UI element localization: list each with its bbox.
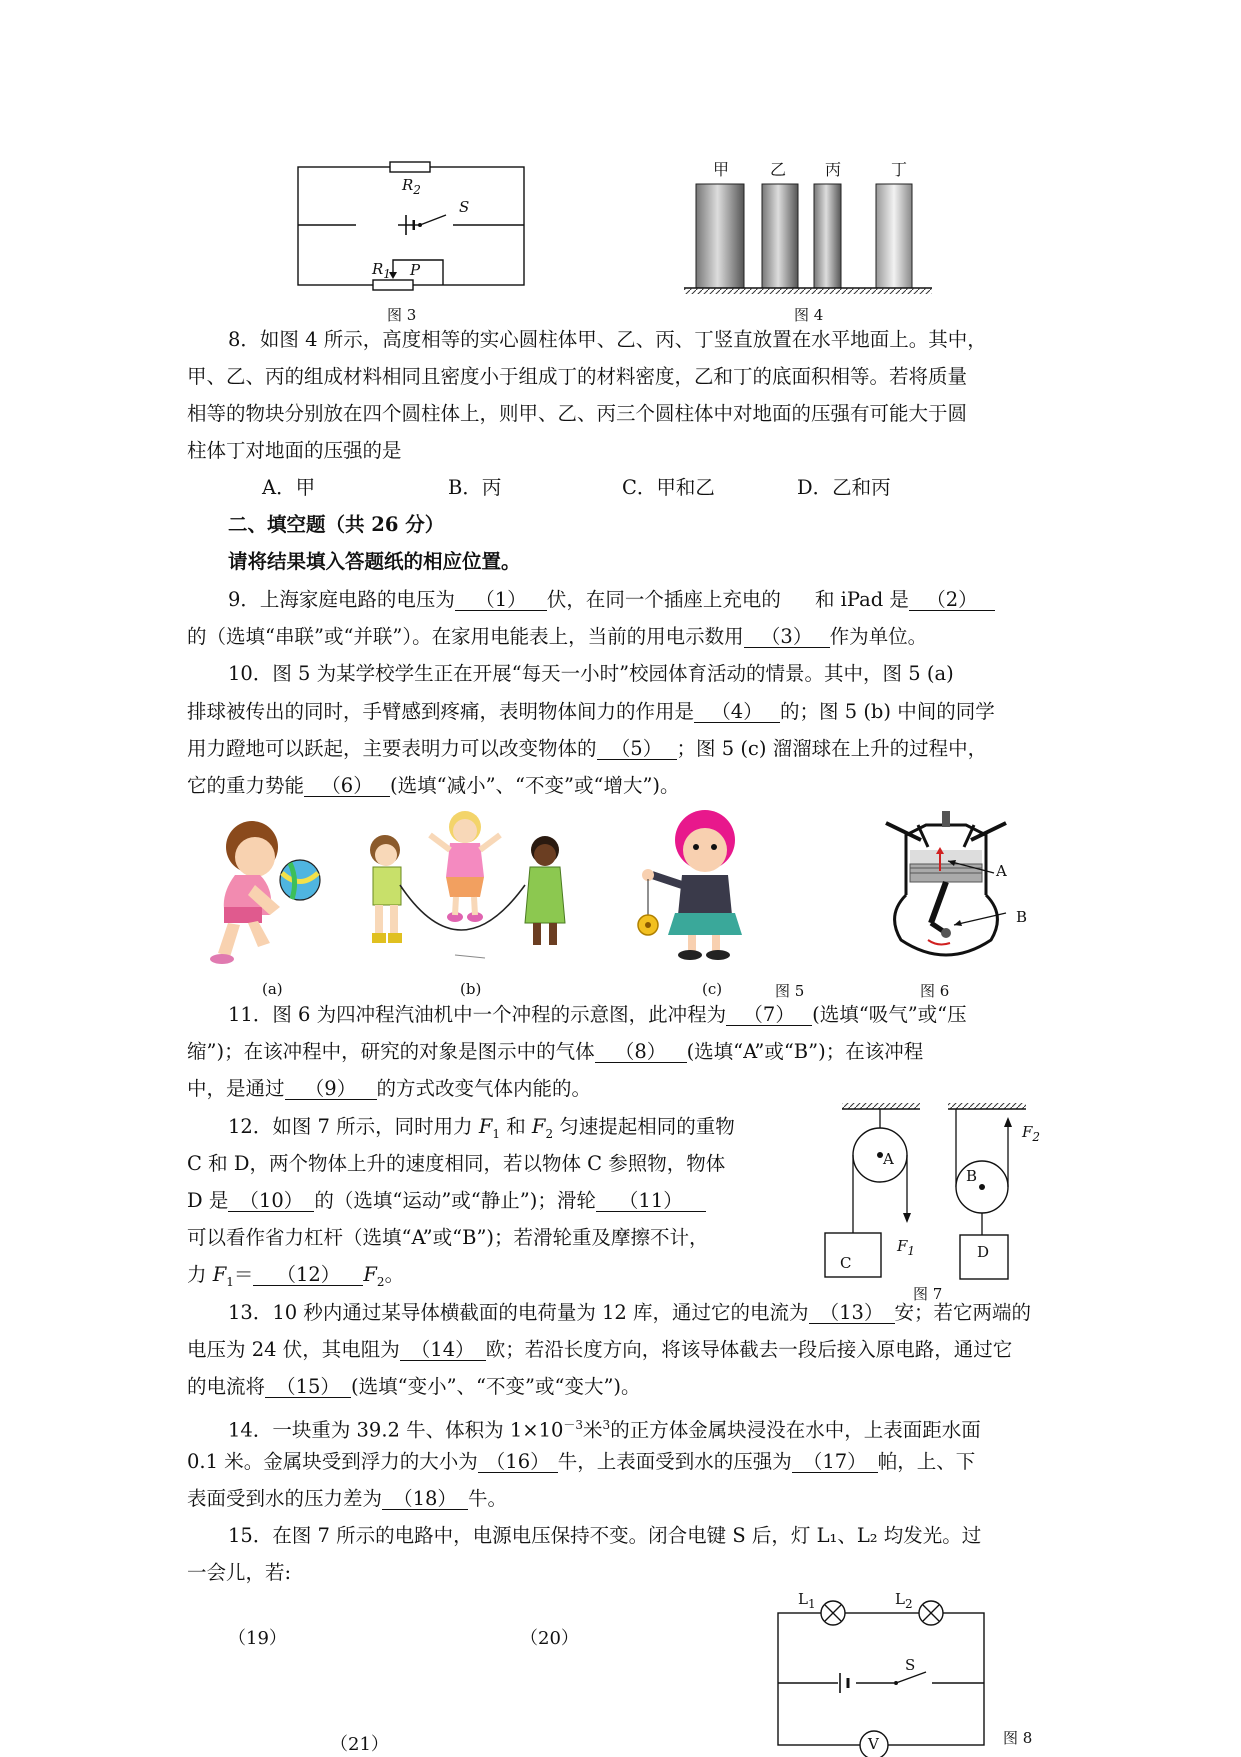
lamp-label-l2: $L_2$ — [895, 1590, 913, 1611]
q15-line-1: 15．在图 7 所示的电路中，电源电压保持不变。闭合电键 S 后，灯 L₁、L₂ 均发光。过 — [228, 1524, 982, 1547]
q9-line-2: 的（选填“串联”或“并联”）。在家用电能表上，当前的用电示数用 （3） 作为单位。 — [187, 625, 928, 648]
q9-line-1: 9．上海家庭电路的电压为 （1） 伏，在同一个插座上充电的 和 iPad 是 （2） — [228, 588, 995, 612]
r1-label: $R_1$ — [372, 260, 391, 281]
figure-5-caption: 图 5 — [775, 982, 805, 1000]
q13-line-1: 13．10 秒内通过某导体横截面的电荷量为 12 库，通过它的电流为 （13） 安；若它两端的 — [228, 1301, 1032, 1324]
q8-option-b: B．丙 — [448, 476, 502, 499]
engine-label-a: A — [996, 862, 1007, 880]
q10-line-4: 它的重力势能 （6） (选填“减小”、“不变”或“增大”)。 — [187, 774, 680, 797]
cylinder-label-yi: 乙 — [770, 160, 787, 179]
q11-line-1: 11．图 6 为四冲程汽油机中一个冲程的示意图，此冲程为 （7） (选填“吸气”或“压 — [228, 1003, 967, 1026]
blank-17[interactable]: （17） — [792, 1452, 878, 1473]
pulley-label-a: A — [883, 1150, 894, 1168]
blank-1[interactable]: （1） — [455, 590, 547, 611]
blank-4[interactable]: （4） — [694, 702, 780, 723]
q15-line-2: 一会儿，若: — [187, 1561, 292, 1584]
figure-6-engine — [866, 805, 1026, 965]
blank-2[interactable]: （2） — [909, 590, 995, 611]
blank-3[interactable]: （3） — [744, 627, 830, 648]
blank-16[interactable]: （16） — [478, 1452, 558, 1473]
s-label: S — [459, 198, 470, 216]
q13-line-2: 电压为 24 伏，其电阻为 （14） 欧；若沿长度方向，将该导体截去一段后接入原电路，通过它 — [187, 1338, 1013, 1361]
q12-line-1: 12．如图 7 所示，同时用力 $F_1$ 和 $F_2$ 匀速提起相同的重物 — [228, 1115, 735, 1141]
blank-9[interactable]: （9） — [285, 1079, 377, 1100]
q8-line-2: 甲、乙、丙的组成材料相同且密度小于组成丁的材料密度，乙和丁的底面积相等。若将质量 — [187, 365, 968, 388]
figure-5b-caption: (b) — [460, 980, 482, 998]
q8-line-3: 相等的物块分别放在四个圆柱体上，则甲、乙、丙三个圆柱体中对地面的压强有可能大于圆 — [187, 402, 968, 425]
engine-label-b: B — [1016, 908, 1028, 926]
blank-8[interactable]: （8） — [595, 1042, 687, 1063]
blank-5[interactable]: （5） — [597, 739, 677, 760]
blank-20[interactable]: （20） — [520, 1628, 579, 1649]
voltmeter-label: V — [868, 1735, 879, 1753]
figure-5c-yoyo-girl — [630, 805, 770, 965]
blank-7[interactable]: （7） — [726, 1005, 812, 1026]
q12-line-2: C 和 D，两个物体上升的速度相同，若以物体 C 参照物，物体 — [187, 1152, 726, 1175]
cylinder-label-jia: 甲 — [713, 160, 730, 179]
blank-12[interactable]: （12） — [253, 1265, 363, 1286]
figure-7-caption: 图 7 — [913, 1285, 943, 1303]
q10-line-2: 排球被传出的同时，手臂感到疼痛，表明物体间力的作用是 （4） 的；图 5 (b) 中间的同学 — [187, 700, 995, 723]
object-label-d: D — [977, 1243, 990, 1261]
q8-line-4: 柱体丁对地面的压强的是 — [187, 439, 402, 462]
figure-8-caption: 图 8 — [1003, 1729, 1033, 1747]
q10-line-1: 10．图 5 为某学校学生正在开展“每天一小时”校园体育活动的情景。其中，图 5 (a) — [228, 662, 954, 685]
blank-6[interactable]: （6） — [304, 776, 390, 797]
blank-10[interactable]: （10） — [228, 1191, 314, 1212]
q14-line-3: 表面受到水的压力差为 （18） 牛。 — [187, 1487, 508, 1510]
q8-option-c: C．甲和乙 — [622, 476, 715, 499]
q12-line-4: 可以看作省力杠杆（选填“A”或“B”)；若滑轮重及摩擦不计， — [187, 1226, 709, 1249]
cylinder-label-ding: 丁 — [891, 160, 908, 179]
q12-line-5: 力 $F_1= (12)$ $F_2$。 — [187, 1263, 405, 1289]
q13-line-3: 的电流将 （15） (选填“变小”、“不变”或“变大”)。 — [187, 1375, 641, 1398]
figure-5b-jump-rope — [360, 805, 570, 965]
q12-line-3: D 是 （10） 的（选填“运动”或“静止”)；滑轮 （11） — [187, 1189, 706, 1213]
force-label-f2: $F_2$ — [1022, 1123, 1041, 1144]
q10-line-3: 用力蹬地可以跃起，主要表明力可以改变物体的 （5） ；图 5 (c) 溜溜球在上升的过程中， — [187, 737, 988, 760]
q14-line-2: 0.1 米。金属块受到浮力的大小为 （16） 牛，上表面受到水的压强为 （17） 帕，上、下 — [187, 1450, 976, 1473]
figure-4-caption: 图 4 — [794, 306, 824, 324]
q11-line-2: 缩”)；在该冲程中，研究的对象是图示中的气体 （8） (选填“A”或“B”)；在该冲程 — [187, 1040, 924, 1063]
section-2-title: 二、填空题（共 26 分） — [228, 513, 445, 536]
figure-3-caption: 图 3 — [387, 306, 417, 324]
figure-4-cylinders — [684, 170, 934, 300]
figure-5a-caption: (a) — [262, 980, 283, 998]
lamp-label-l1: $L_1$ — [798, 1590, 816, 1611]
figure-8-circuit — [776, 1595, 996, 1755]
p-label: P — [410, 261, 421, 279]
pulley-label-b: B — [966, 1167, 978, 1185]
q8-option-a: A．甲 — [262, 476, 316, 499]
figure-5a-volleyball-girl — [200, 815, 330, 965]
figure-6-caption: 图 6 — [920, 982, 950, 1000]
cylinder-label-bing: 丙 — [825, 160, 842, 179]
force-label-f1: $F_1$ — [897, 1237, 916, 1258]
blank-21[interactable]: （21） — [330, 1734, 389, 1755]
blank-14[interactable]: （14） — [400, 1340, 486, 1361]
blank-15[interactable]: （15） — [265, 1377, 351, 1398]
switch-label-s: S — [905, 1656, 916, 1674]
blank-18[interactable]: （18） — [382, 1489, 468, 1510]
figure-5c-caption: (c) — [702, 980, 723, 998]
r2-label: $R_2$ — [402, 176, 421, 197]
object-label-c: C — [840, 1254, 852, 1272]
blank-11[interactable]: （11） — [596, 1191, 706, 1212]
blank-13[interactable]: （13） — [809, 1303, 895, 1324]
q8-line-1: 8．如图 4 所示，高度相等的实心圆柱体甲、乙、丙、丁竖直放置在水平地面上。其中， — [228, 328, 987, 351]
q14-line-1: 14．一块重为 39.2 牛、体积为 $1\times 10^{-3}$米$^3$的正方体金属块浸没在水中，上表面距水面 — [228, 1418, 981, 1442]
q8-option-d: D．乙和丙 — [797, 476, 891, 499]
section-2-instruction: 请将结果填入答题纸的相应位置。 — [228, 550, 521, 573]
q11-line-3: 中，是通过 （9） 的方式改变气体内能的。 — [187, 1077, 592, 1100]
blank-19[interactable]: （19） — [228, 1628, 287, 1649]
